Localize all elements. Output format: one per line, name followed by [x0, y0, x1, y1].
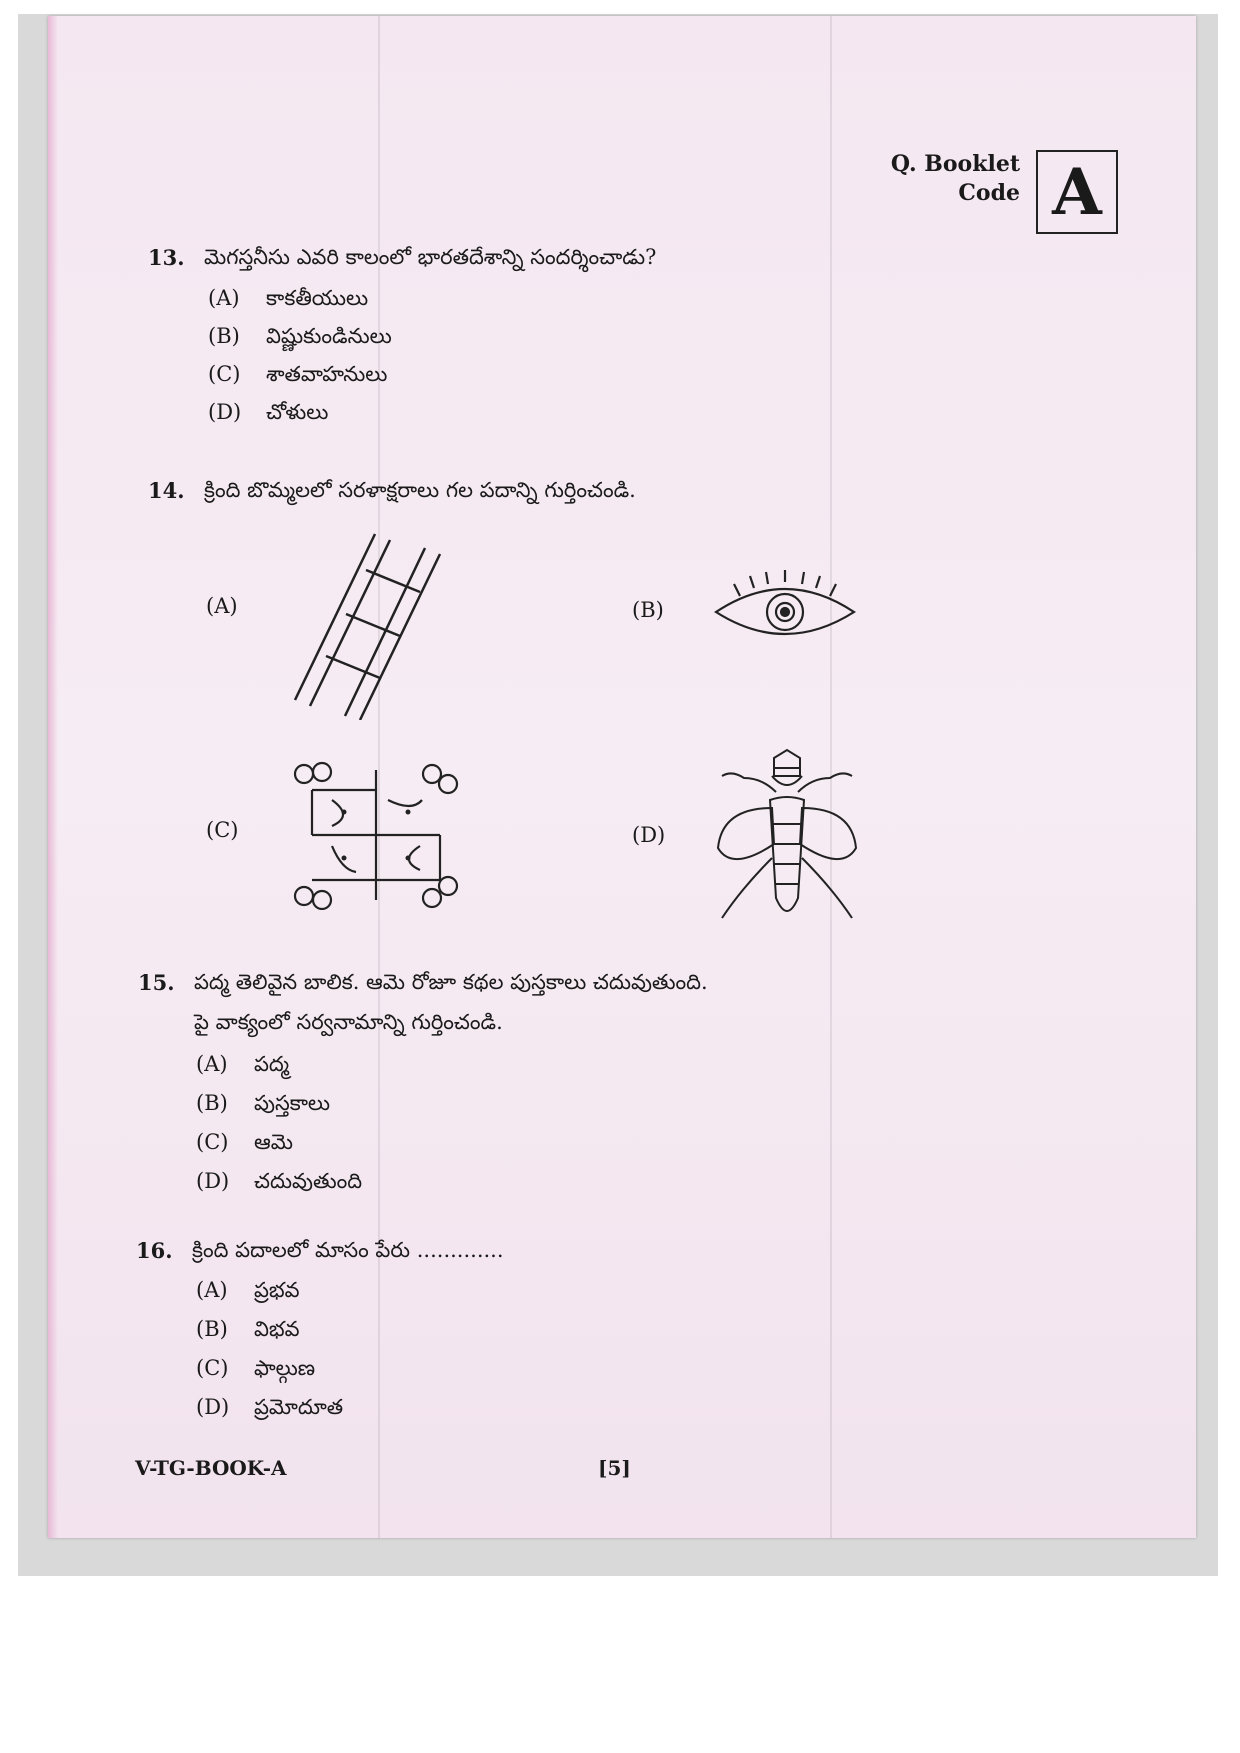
option-13-a[interactable]: [208, 286, 368, 316]
option-14-a-label[interactable]: (A): [206, 594, 238, 618]
option-text: ఆమె: [254, 1130, 293, 1154]
option-label: (B): [196, 1317, 228, 1341]
option-label: (D): [196, 1395, 230, 1419]
option-16-a[interactable]: [196, 1278, 300, 1308]
option-13-b[interactable]: [208, 324, 392, 354]
option-16-b[interactable]: [196, 1317, 300, 1347]
option-label: (D): [208, 400, 242, 424]
question-number: 15.: [138, 970, 175, 995]
option-text: శాతవాహనులు: [266, 362, 388, 386]
booklet-code-label: [880, 150, 1020, 208]
option-label: (C): [208, 362, 241, 386]
option-15-a[interactable]: [196, 1052, 289, 1082]
booklet-code-box: A: [1036, 150, 1118, 234]
option-label: (B): [208, 324, 240, 348]
option-15-d[interactable]: [196, 1169, 362, 1199]
question-text: మెగస్తనీసు ఎవరి కాలంలో భారతదేశాన్ని సందర్శించాడు?: [204, 245, 657, 269]
bee-picture: [712, 748, 862, 928]
option-text: పుస్తకాలు: [254, 1091, 331, 1115]
question-text: పద్మ తెలివైన బాలిక. ఆమె రోజూ కథల పుస్తకాలు చదువుతుంది.: [194, 970, 708, 994]
option-text: ప్రమోదూత: [254, 1395, 344, 1419]
booklet-code-label-line1: Q. Booklet: [890, 151, 1020, 177]
option-text: పద్మ: [254, 1052, 290, 1076]
option-text: ఫాల్గుణ: [254, 1356, 316, 1380]
option-14-b-label[interactable]: (B): [632, 598, 664, 622]
eye-picture: [710, 570, 860, 650]
option-label: (A): [196, 1052, 228, 1076]
option-label: (A): [196, 1278, 228, 1302]
option-label: (B): [196, 1091, 228, 1115]
option-14-c-label[interactable]: (C): [206, 818, 239, 842]
option-15-b[interactable]: [196, 1091, 330, 1121]
option-label: (D): [196, 1169, 230, 1193]
option-13-c[interactable]: [208, 362, 387, 392]
booklet-id: V-TG-BOOK-A: [135, 1456, 287, 1480]
option-13-d[interactable]: [208, 400, 328, 430]
option-text: చదువుతుంది: [254, 1169, 363, 1193]
option-label: (A): [208, 286, 240, 310]
option-label: (C): [196, 1356, 229, 1380]
question-number: 14.: [148, 478, 185, 503]
rangoli-picture: [292, 760, 460, 910]
page-edge: [48, 16, 58, 1538]
ladder-picture: [290, 530, 460, 720]
option-text: విష్ణుకుండినులు: [266, 324, 392, 348]
question-number: 16.: [136, 1238, 173, 1263]
option-text: విభవ: [254, 1317, 300, 1341]
option-16-d[interactable]: [196, 1395, 343, 1425]
option-label: (C): [196, 1130, 229, 1154]
booklet-code-label-line2: Code: [958, 180, 1020, 206]
question-text: క్రింది బొమ్మలలో సరళాక్షరాలు గల పదాన్ని గుర్తించండి.: [204, 478, 636, 502]
option-text: ప్రభవ: [254, 1278, 300, 1302]
question-number: 13.: [148, 245, 185, 270]
page-number: [5]: [598, 1456, 631, 1480]
option-14-d-label[interactable]: (D): [632, 823, 666, 847]
option-text: కాకతీయులు: [266, 286, 369, 310]
question-text: క్రింది పదాలలో మాసం పేరు .............: [192, 1238, 504, 1262]
option-16-c[interactable]: [196, 1356, 315, 1386]
question-text-line2: పై వాక్యంలో సర్వనామాన్ని గుర్తించండి.: [194, 1010, 503, 1034]
option-15-c[interactable]: [196, 1130, 293, 1160]
option-text: చోళులు: [266, 400, 329, 424]
